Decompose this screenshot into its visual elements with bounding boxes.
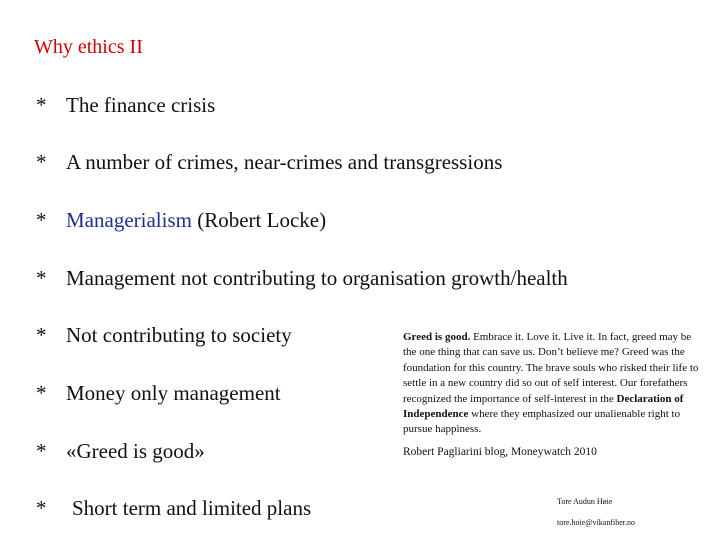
bullet-managerialism <box>36 208 326 233</box>
bullet-society <box>36 323 292 348</box>
bullet-text: (Robert Locke) <box>191 208 327 232</box>
bullet-marker: * <box>36 208 47 232</box>
bullet-text: Not contributing to society <box>66 323 292 347</box>
bullet-marker: * <box>36 266 47 290</box>
bullet-marker: * <box>36 496 47 520</box>
author-name: Tore Audun Høie <box>557 497 613 506</box>
bullet-text: Short term and limited plans <box>72 496 312 520</box>
bullet-text: Money only management <box>66 381 281 405</box>
bullet-marker: * <box>36 150 47 174</box>
bullet-money-only <box>36 381 281 406</box>
bullet-short-term <box>36 496 311 521</box>
bullet-marker: * <box>36 93 47 117</box>
managerialism-term: Managerialism <box>66 208 192 232</box>
bullet-management <box>36 266 568 291</box>
bullet-marker: * <box>36 381 47 405</box>
bullet-text: A number of crimes, near-crimes and transgressions <box>66 150 503 174</box>
quote-text-end: where they emphasized our unalienable right to pursue happiness. <box>403 408 681 436</box>
quote-source: Robert Pagliarini blog, Moneywatch 2010 <box>403 446 597 458</box>
bullet-greed <box>36 439 205 464</box>
bullet-marker: * <box>36 439 47 463</box>
bullet-text: The finance crisis <box>66 93 216 117</box>
greed-quote <box>403 330 703 438</box>
quote-declaration: Declaration of Independence <box>403 392 684 421</box>
quote-lead: Greed is good. <box>403 331 471 343</box>
bullet-marker: * <box>36 323 47 347</box>
bullet-finance-crisis <box>36 93 215 118</box>
bullet-crimes <box>36 150 502 175</box>
bullet-text: Management not contributing to organisation growth/health <box>66 266 568 290</box>
author-email: tore.hoie@vikanfiber.no <box>557 518 636 527</box>
quote-text: Embrace it. Love it. Live it. In fact, greed may be the one thing that can save us. Don’t believe me? Greed was the foundation for this country. The brave souls who risked their life to settle in a new country did so out of self interest. Our forefathers recognized the importance of self-interest in the <box>403 331 699 405</box>
bullet-text: «Greed is good» <box>66 439 205 463</box>
slide-title: Why ethics II <box>34 36 143 58</box>
